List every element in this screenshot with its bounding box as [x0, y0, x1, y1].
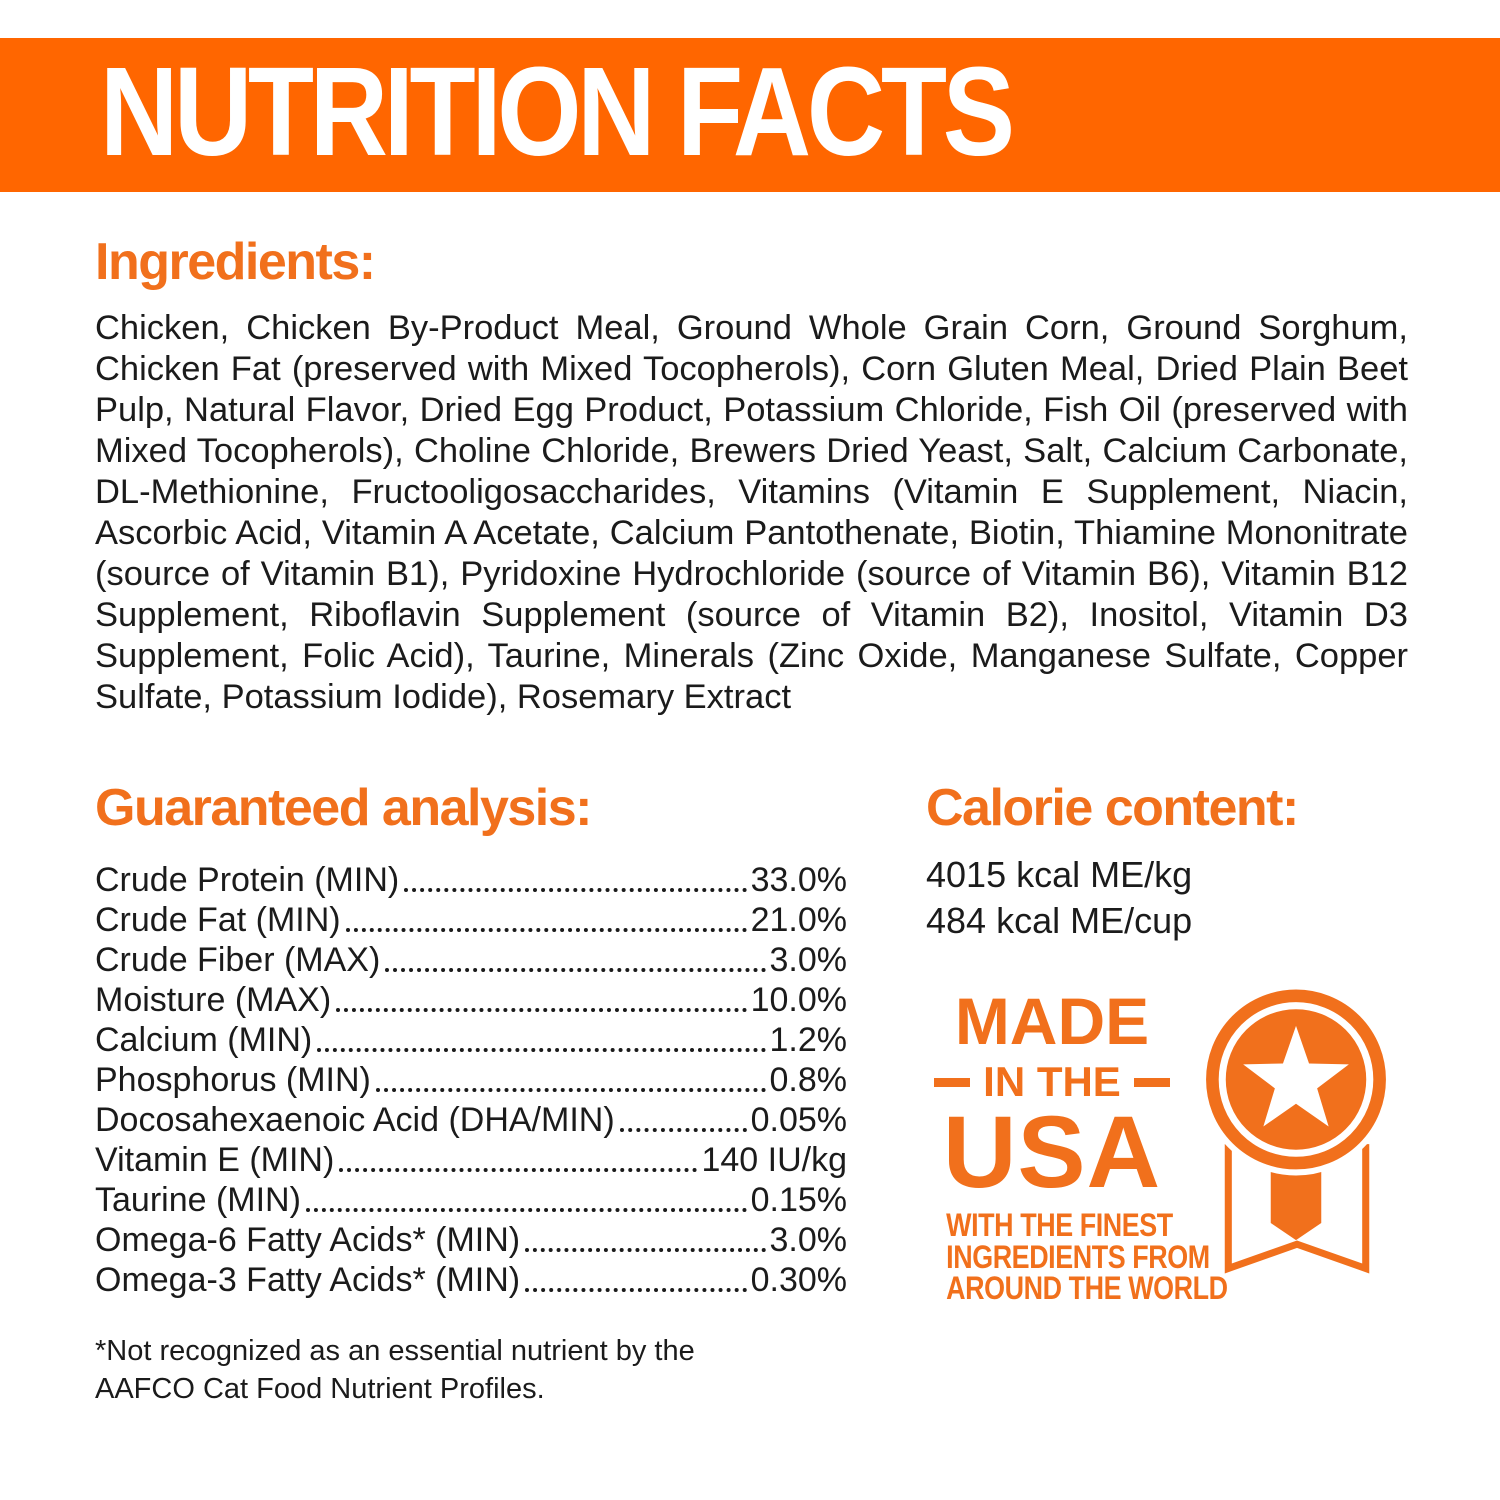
usa-badge-word-usa: USA	[942, 1095, 1162, 1209]
nutrient-label: Taurine (MIN)	[95, 1181, 301, 1219]
nutrient-value: 3.0%	[769, 941, 847, 979]
made-in-usa-text	[926, 984, 1228, 1306]
ingredients-heading: Ingredients:	[95, 233, 375, 291]
tagline-line-3: AROUND THE WORLD	[946, 1270, 1228, 1306]
nutrient-label: Calcium (MIN)	[95, 1021, 313, 1059]
dot-leader	[525, 1248, 765, 1252]
table-row	[95, 1260, 847, 1300]
dot-leader	[404, 888, 746, 892]
nutrient-value: 0.05%	[750, 1101, 847, 1139]
nutrient-value: 140 IU/kg	[701, 1141, 847, 1179]
nutrient-value: 33.0%	[750, 861, 847, 899]
table-row	[95, 860, 847, 900]
usa-badge-tagline	[946, 1207, 1228, 1306]
ingredients-section	[95, 232, 1408, 718]
calorie-content-heading: Calorie content:	[926, 779, 1298, 837]
made-in-usa-badge	[926, 984, 1396, 1306]
dot-leader	[317, 1048, 765, 1052]
usa-badge-word-made: MADE	[954, 984, 1150, 1058]
nutrient-label: Crude Protein (MIN)	[95, 861, 400, 899]
lower-columns	[95, 778, 1500, 1408]
table-row	[95, 1100, 847, 1140]
nutrient-label: Omega-6 Fatty Acids* (MIN)	[95, 1221, 521, 1259]
nutrient-value: 0.30%	[750, 1261, 847, 1299]
calorie-content-section	[926, 778, 1396, 1305]
tagline-line-2: INGREDIENTS FROM	[946, 1238, 1210, 1275]
dot-leader	[376, 1088, 766, 1092]
nutrient-value: 0.8%	[769, 1061, 847, 1099]
dot-leader	[525, 1288, 746, 1292]
nutrient-label: Omega-3 Fatty Acids* (MIN)	[95, 1261, 521, 1299]
table-row	[95, 940, 847, 980]
dash-right	[1134, 1078, 1170, 1087]
tagline-line-1: WITH THE FINEST	[946, 1207, 1173, 1243]
table-row	[95, 900, 847, 940]
dot-leader	[336, 1008, 746, 1012]
table-row	[95, 980, 847, 1020]
nutrient-label: Crude Fiber (MAX)	[95, 941, 381, 979]
dash-left	[934, 1078, 970, 1087]
nutrient-value: 1.2%	[769, 1021, 847, 1059]
nutrient-value: 10.0%	[750, 981, 847, 1019]
dot-leader	[385, 968, 765, 972]
guaranteed-analysis-section	[95, 778, 847, 1408]
nutrient-value: 0.15%	[750, 1181, 847, 1219]
table-row	[95, 1220, 847, 1260]
dot-leader	[346, 928, 747, 932]
nutrient-label: Docosahexaenoic Acid (DHA/MIN)	[95, 1101, 615, 1139]
table-row	[95, 1140, 847, 1180]
header-band	[0, 38, 1500, 192]
guaranteed-analysis-heading: Guaranteed analysis:	[95, 779, 591, 837]
page-title: NUTRITION FACTS	[100, 41, 1011, 182]
award-ribbon-star-icon	[1200, 982, 1392, 1278]
ingredients-text: Chicken, Chicken By-Product Meal, Ground Whole Grain Corn, Ground Sorghum, Chicken Fat (preserved with Mixed Tocopherols), Corn Gluten Meal, Dried Plain Beet Pulp, Natural Flavor, Dried Egg Product, Potassium Chloride, Fish Oil (preserved with Mixed Tocopherols), Choline Chloride, Brewers Dried Yeast, Salt, Calcium Carbonate, DL-Methionine, Fructooligosaccharides, Vitamins (Vitamin E Supplement, Niacin, Ascorbic Acid, Vitamin A Acetate, Calcium Pantothenate, Biotin, Thiamine Mononitrate (source of Vitamin B1), Pyridoxine Hydrochloride (source of Vitamin B6), Vitamin B12 Supplement, Riboflavin Supplement (source of Vitamin B2), Inositol, Vitamin D3 Supplement, Folic Acid), Taurine, Minerals (Zinc Oxide, Manganese Sulfate, Copper Sulfate, Potassium Iodide), Rosemary Extract	[95, 309, 1408, 716]
guaranteed-analysis-table	[95, 860, 847, 1300]
dot-leader	[306, 1208, 747, 1212]
table-row	[95, 1060, 847, 1100]
usa-badge-word-inthe: IN THE	[983, 1058, 1121, 1105]
nutrient-value: 21.0%	[750, 901, 847, 939]
nutrient-label: Moisture (MAX)	[95, 981, 332, 1019]
nutrient-value: 3.0%	[769, 1221, 847, 1259]
label-content	[0, 192, 1500, 1408]
calorie-per-kg: 4015 kcal ME/kg	[926, 854, 1193, 895]
table-row	[95, 1180, 847, 1220]
nutrient-label: Phosphorus (MIN)	[95, 1061, 371, 1099]
calorie-per-cup: 484 kcal ME/cup	[926, 900, 1193, 941]
table-row	[95, 1020, 847, 1060]
nutrient-label: Crude Fat (MIN)	[95, 901, 341, 939]
nutrient-label: Vitamin E (MIN)	[95, 1141, 335, 1179]
calorie-values	[926, 852, 1396, 944]
dot-leader	[339, 1168, 697, 1172]
aafco-footnote: *Not recognized as an essential nutrient by the AAFCO Cat Food Nutrient Profiles.	[95, 1335, 695, 1405]
dot-leader	[620, 1128, 747, 1132]
